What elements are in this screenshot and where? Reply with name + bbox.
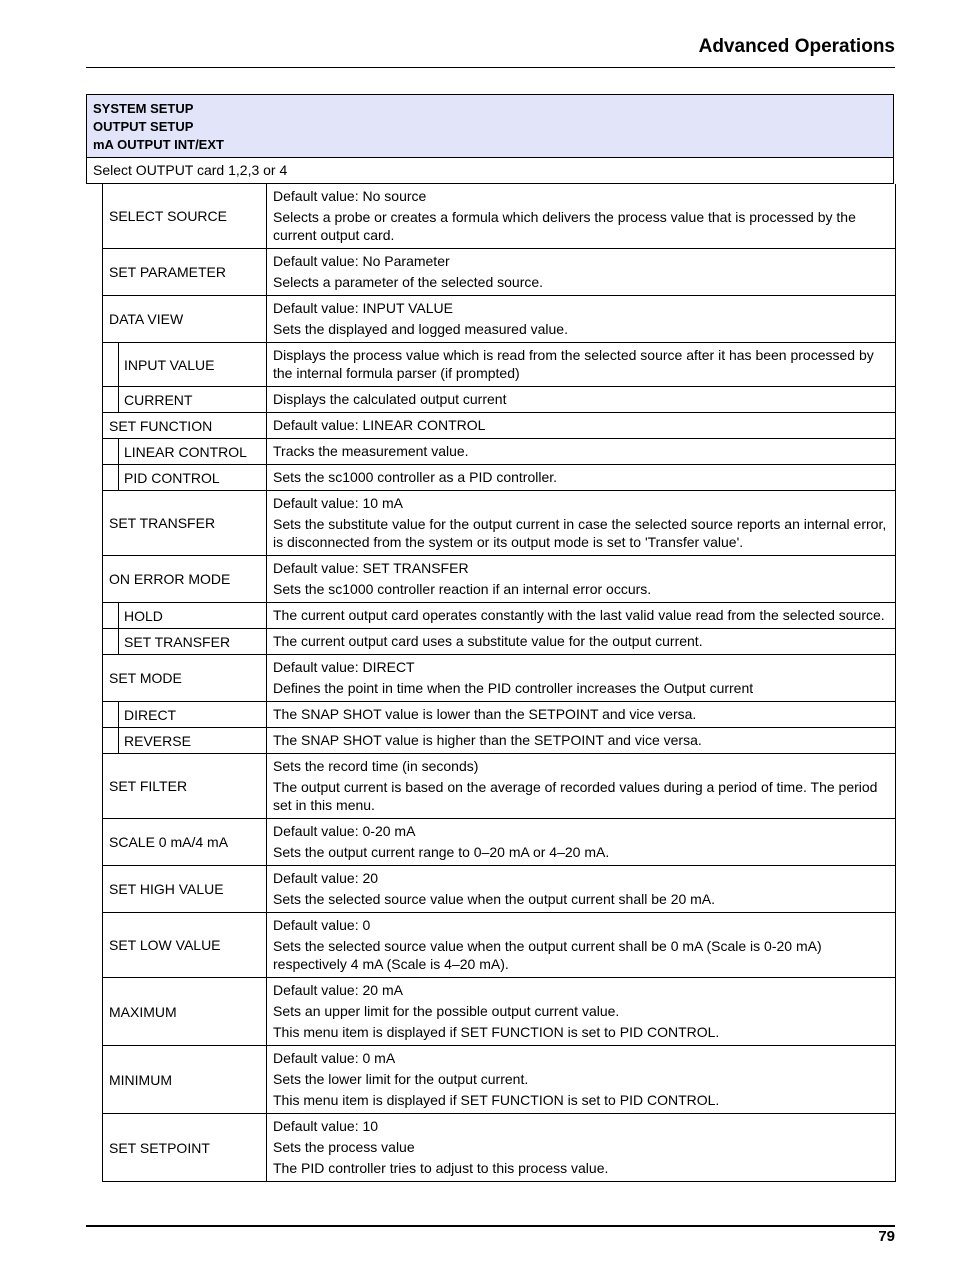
menu-item-label: MAXIMUM <box>103 978 267 1045</box>
menu-item-label: SET FILTER <box>103 754 267 818</box>
table-row <box>103 387 895 413</box>
footer-rule <box>86 1225 895 1227</box>
description-line: Sets the displayed and logged measured value. <box>273 321 568 337</box>
table-row <box>103 913 895 978</box>
menu-table-rows <box>102 184 896 1182</box>
description-line: Defines the point in time when the PID controller increases the Output current <box>273 680 754 696</box>
menu-item-description <box>267 819 895 865</box>
description-line: Default value: 20 <box>273 870 379 886</box>
table-row <box>103 819 895 866</box>
menu-item-description <box>267 413 895 438</box>
table-row <box>103 702 895 728</box>
menu-item-description <box>267 249 895 295</box>
table-row <box>103 296 895 343</box>
menu-path-level-3: mA OUTPUT INT/EXT <box>93 137 224 152</box>
table-row <box>103 413 895 439</box>
table-row <box>103 978 895 1046</box>
menu-item-label: SET MODE <box>103 655 267 701</box>
menu-item-label: SET PARAMETER <box>103 249 267 295</box>
description-line: Sets the sc1000 controller reaction if an internal error occurs. <box>273 581 652 597</box>
description-line: Sets the output current range to 0–20 mA or 4–20 mA. <box>273 844 610 860</box>
description-line: Default value: No source <box>273 188 427 204</box>
menu-item-description <box>267 629 895 654</box>
menu-item-description <box>267 603 895 628</box>
menu-item-description <box>267 1046 895 1113</box>
description-line: Sets the selected source value when the output current shall be 20 mA. <box>273 891 716 907</box>
description-line: Displays the process value which is read from the selected source after it has been processed by the internal formula parser (if prompted) <box>273 347 874 381</box>
menu-item-description <box>267 978 895 1045</box>
menu-item-label: SET FUNCTION <box>103 413 267 438</box>
description-line: The SNAP SHOT value is higher than the SETPOINT and vice versa. <box>273 732 702 748</box>
table-row <box>103 184 895 249</box>
menu-item-description <box>267 556 895 602</box>
intro-row: Select OUTPUT card 1,2,3 or 4 <box>86 158 894 184</box>
submenu-item-label: HOLD <box>103 603 267 628</box>
description-line: This menu item is displayed if SET FUNCTION is set to PID CONTROL. <box>273 1024 720 1040</box>
description-line: Displays the calculated output current <box>273 391 507 407</box>
description-line: The current output card uses a substitute value for the output current. <box>273 633 703 649</box>
description-line: Sets the lower limit for the output current. <box>273 1071 529 1087</box>
description-line: Selects a probe or creates a formula which delivers the process value that is processed by the current output card. <box>273 209 856 243</box>
table-row <box>103 249 895 296</box>
description-line: Sets the sc1000 controller as a PID controller. <box>273 469 558 485</box>
menu-item-label: ON ERROR MODE <box>103 556 267 602</box>
description-line: Default value: No Parameter <box>273 253 450 269</box>
table-row <box>103 465 895 491</box>
menu-item-description <box>267 655 895 701</box>
description-line: This menu item is displayed if SET FUNCTION is set to PID CONTROL. <box>273 1092 720 1108</box>
description-line: Sets the selected source value when the output current shall be 0 mA (Scale is 0-20 mA) respectively 4 mA (Scale is 4–20 mA). <box>273 938 822 972</box>
table-row <box>103 491 895 556</box>
table-row <box>103 629 895 655</box>
submenu-item-label: SET TRANSFER <box>103 629 267 654</box>
description-line: Default value: INPUT VALUE <box>273 300 454 316</box>
table-row <box>103 655 895 702</box>
menu-item-label: DATA VIEW <box>103 296 267 342</box>
submenu-item-label: INPUT VALUE <box>103 343 267 386</box>
description-line: Tracks the measurement value. <box>273 443 469 459</box>
menu-table <box>102 184 894 1182</box>
description-line: The PID controller tries to adjust to this process value. <box>273 1160 609 1176</box>
menu-item-description <box>267 913 895 977</box>
menu-item-label: SELECT SOURCE <box>103 184 267 248</box>
table-row <box>103 728 895 754</box>
submenu-item-label: DIRECT <box>103 702 267 727</box>
menu-path-header <box>86 94 894 158</box>
menu-item-description <box>267 184 895 248</box>
menu-item-label: SET HIGH VALUE <box>103 866 267 912</box>
description-line: Sets the record time (in seconds) <box>273 758 479 774</box>
description-line: Default value: 0 <box>273 917 371 933</box>
menu-item-label: SCALE 0 mA/4 mA <box>103 819 267 865</box>
menu-item-label: SET TRANSFER <box>103 491 267 555</box>
description-line: Default value: DIRECT <box>273 659 415 675</box>
table-row <box>103 343 895 387</box>
submenu-item-label: LINEAR CONTROL <box>103 439 267 464</box>
table-row <box>103 556 895 603</box>
table-row <box>103 439 895 465</box>
submenu-item-label: REVERSE <box>103 728 267 753</box>
menu-item-description <box>267 866 895 912</box>
table-row <box>103 866 895 913</box>
description-line: Default value: 10 mA <box>273 495 403 511</box>
menu-item-description <box>267 439 895 464</box>
description-line: Default value: SET TRANSFER <box>273 560 469 576</box>
page-header-title: Advanced Operations <box>698 36 895 57</box>
menu-path-level-1: SYSTEM SETUP <box>93 101 194 116</box>
description-line: The current output card operates constantly with the last valid value read from the selected source. <box>273 607 885 623</box>
menu-item-label: SET SETPOINT <box>103 1114 267 1181</box>
page-number: 79 <box>878 1228 895 1245</box>
description-line: The output current is based on the average of recorded values during a period of time. The period set in this menu. <box>273 779 878 813</box>
menu-item-description <box>267 296 895 342</box>
menu-item-description <box>267 387 895 412</box>
menu-item-description <box>267 1114 895 1181</box>
description-line: Default value: 0-20 mA <box>273 823 416 839</box>
description-line: Default value: 10 <box>273 1118 379 1134</box>
menu-item-description <box>267 728 895 753</box>
description-line: Sets an upper limit for the possible output current value. <box>273 1003 620 1019</box>
menu-path-level-2: OUTPUT SETUP <box>93 119 194 134</box>
description-line: Default value: 20 mA <box>273 982 403 998</box>
menu-item-description <box>267 702 895 727</box>
table-row <box>103 754 895 819</box>
description-line: Sets the substitute value for the output current in case the selected source reports an internal error, is disconnected from the system or its output mode is set to 'Transfer value'. <box>273 516 887 550</box>
menu-item-description <box>267 754 895 818</box>
table-row <box>103 1114 895 1182</box>
menu-item-label: MINIMUM <box>103 1046 267 1113</box>
header-rule <box>86 67 895 68</box>
description-line: Sets the process value <box>273 1139 415 1155</box>
description-line: Selects a parameter of the selected source. <box>273 274 544 290</box>
menu-item-description <box>267 491 895 555</box>
submenu-item-label: PID CONTROL <box>103 465 267 490</box>
menu-item-description <box>267 343 895 386</box>
table-row <box>103 603 895 629</box>
table-row <box>103 1046 895 1114</box>
description-line: The SNAP SHOT value is lower than the SETPOINT and vice versa. <box>273 706 697 722</box>
submenu-item-label: CURRENT <box>103 387 267 412</box>
menu-item-description <box>267 465 895 490</box>
menu-item-label: SET LOW VALUE <box>103 913 267 977</box>
description-line: Default value: 0 mA <box>273 1050 396 1066</box>
description-line: Default value: LINEAR CONTROL <box>273 417 486 433</box>
